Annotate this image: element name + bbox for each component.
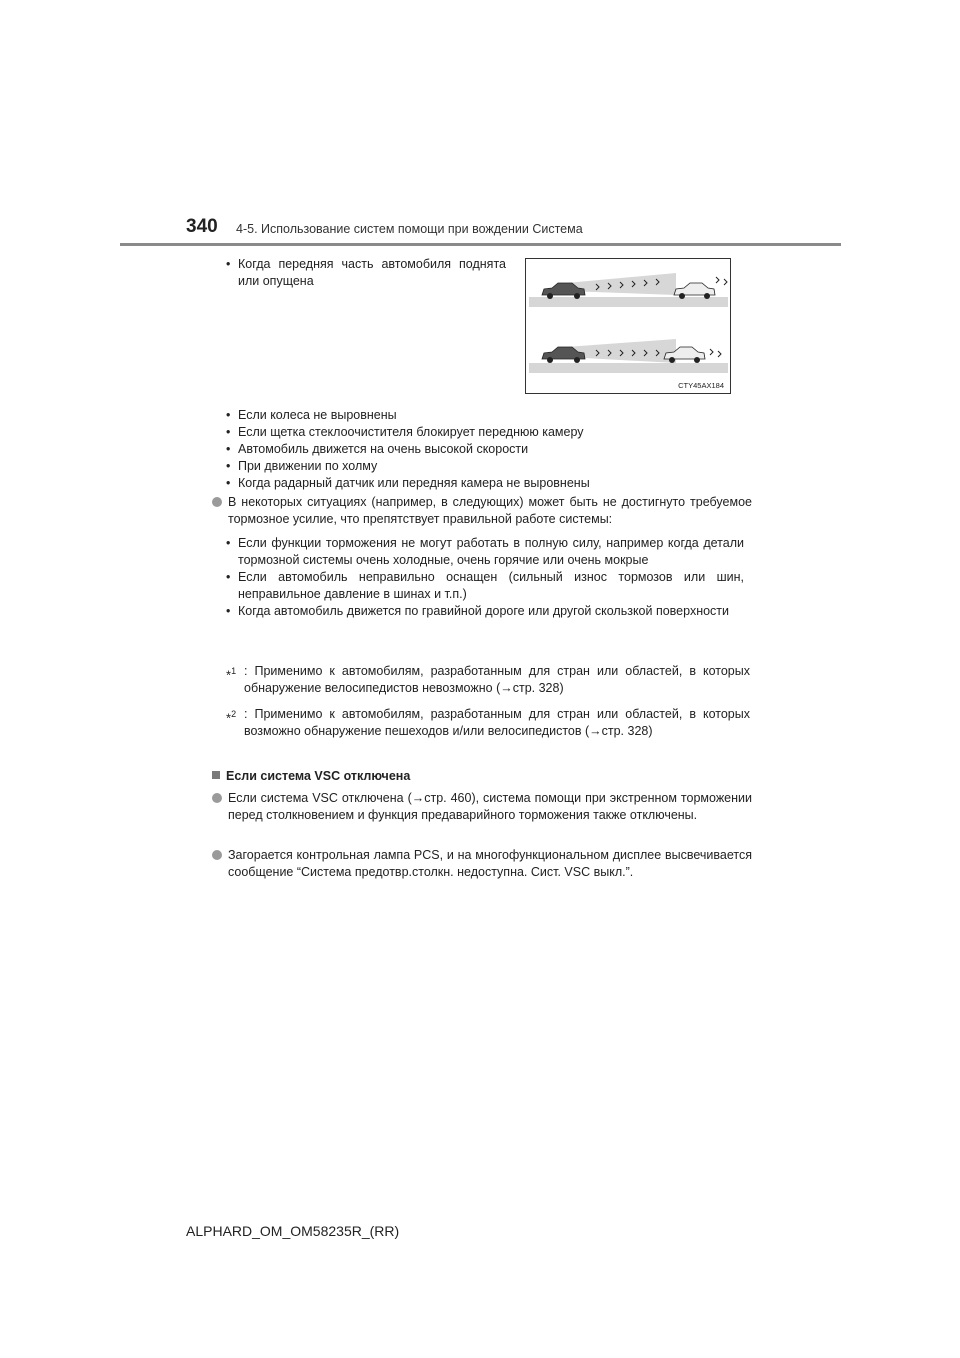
footnote: *$^2$ : Применимо к автомобилям, разработанным для стран или областей, в которых возможно обнаружение пешеходов и/или велосипедистов (→стр. 328) — [226, 707, 750, 738]
list-item: • Когда передняя часть автомобиля поднята или опущена — [226, 257, 506, 288]
circle-bullet-icon — [212, 497, 222, 507]
road-upper — [529, 297, 728, 307]
radar-vehicles-illustration — [526, 259, 732, 395]
page-header — [186, 216, 826, 246]
header-rule — [120, 243, 841, 246]
list-item: • Когда радарный датчик или передняя камера не выровнены — [226, 476, 590, 490]
list-item: • Если автомобиль неправильно оснащен (сильный износ тормозов или шин, неправильное давление в шинах и т.п.) — [226, 570, 744, 601]
circle-item: Если система VSC отключена (→стр. 460), система помощи при экстренном торможении перед столкновением и функция предаварийного торможения также отключены. — [212, 790, 752, 824]
page-number: 340 — [186, 216, 218, 237]
list-item: • Если колеса не выровнены — [226, 408, 397, 422]
document-code: ALPHARD_OM_OM58235R_(RR) — [186, 1223, 400, 1239]
section-heading: Если система VSC отключена — [212, 768, 752, 785]
illustration-figure — [525, 258, 731, 394]
car-upper-front — [674, 283, 715, 299]
list-item: • Если щетка стеклоочистителя блокирует переднюю камеру — [226, 425, 584, 439]
circle-bullet-icon — [212, 850, 222, 860]
circle-item: Загорается контрольная лампа PCS, и на многофункциональном дисплее высвечивается сообщение “Система предотвр.столкн. недоступна. Сист. VSC выкл.”. — [212, 847, 752, 881]
bullet-list-brake — [226, 535, 744, 620]
square-bullet-icon — [212, 771, 220, 779]
footnote: *$^1$ : Применимо к автомобилям, разработанным для стран или областей, в которых обнаружение велосипедистов невозможно (→стр. 328) — [226, 664, 750, 695]
section-title: 4-5. Использование систем помощи при вождении Система — [236, 222, 583, 236]
road-lower — [529, 363, 728, 373]
list-item: • Автомобиль движется на очень высокой скорости — [226, 442, 529, 456]
list-item: • Когда автомобиль движется по гравийной дороге или другой скользкой поверхности — [226, 604, 730, 618]
figure-code: CTY45AX184 — [678, 381, 724, 390]
bullet-list-mid — [226, 407, 748, 492]
circle-bullet-icon — [212, 793, 222, 803]
list-item: • При движении по холму — [226, 459, 378, 473]
circle-item: В некоторых ситуациях (например, в следующих) может быть не достигнуто требуемое тормозное усилие, что препятствует правильной работе системы: — [212, 494, 752, 528]
list-item: • Если функции торможения не могут работать в полную силу, например когда детали тормозной системы очень холодные, очень горячие или очень мокрые — [226, 536, 744, 567]
